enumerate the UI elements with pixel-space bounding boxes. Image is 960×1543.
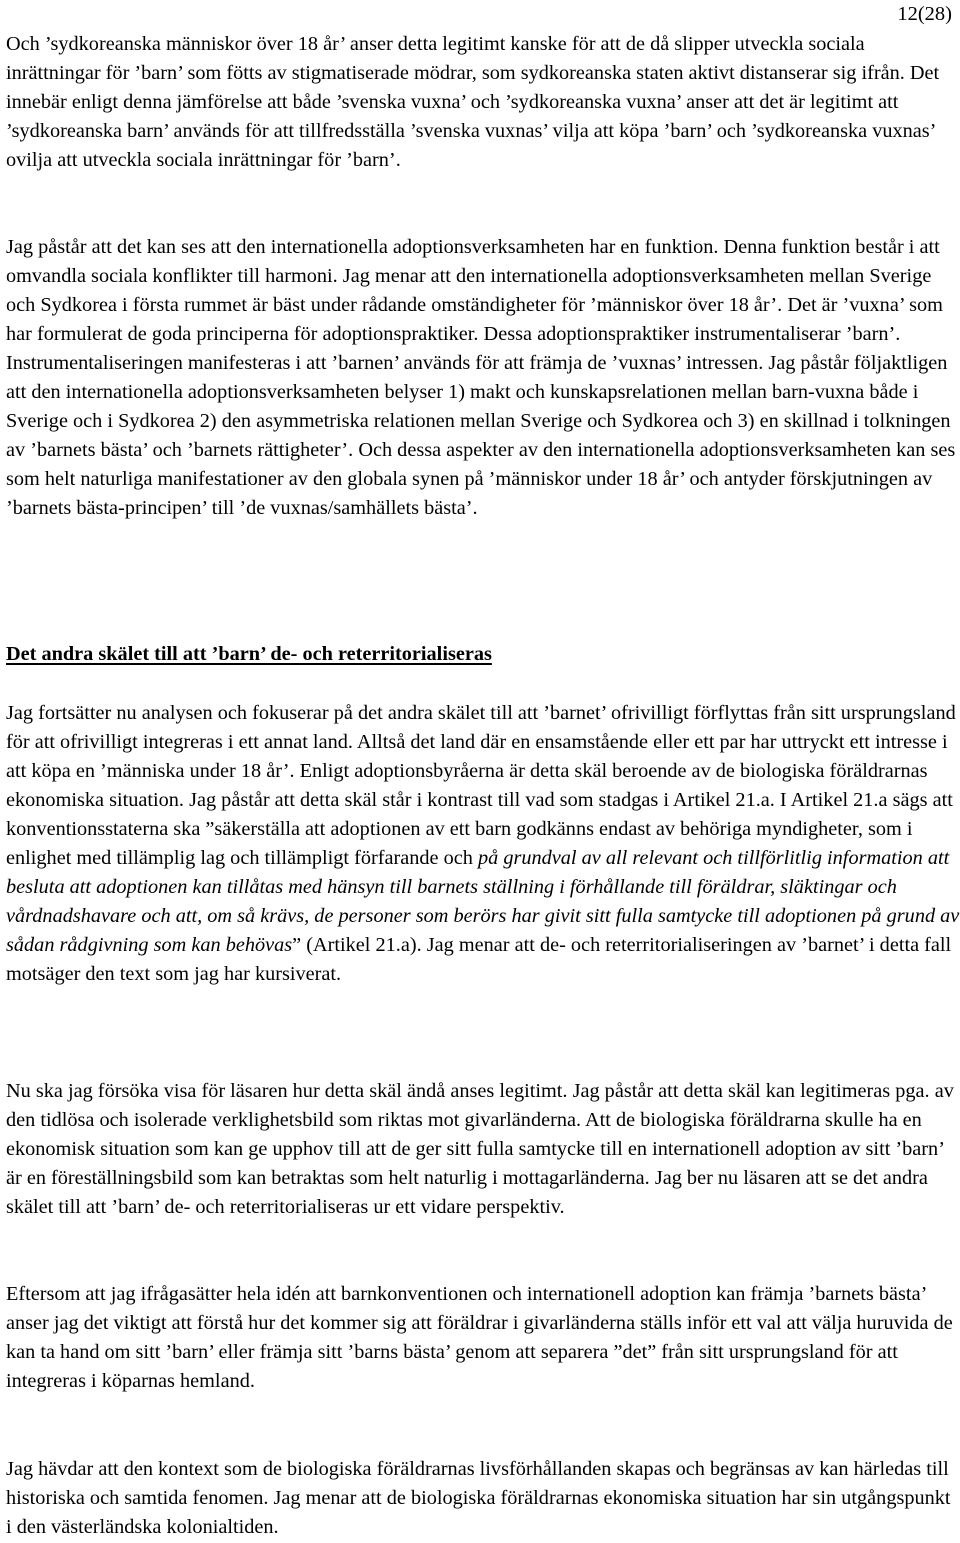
- paragraph-4: Nu ska jag försöka visa för läsaren hur detta skäl ändå anses legitimt. Jag påstår att detta skäl kan legitimeras pga. av den tidlösa och isolerade verklighetsbild som riktas mot givarländerna. Att de biologiska föräldrarna skulle ha en ekonomisk situation som kan ge upphov till att de ger sitt fulla samtycke till en internationell adoption av sitt ’barn’ är en föreställningsbild som kan betraktas som helt naturlig i mottagarländerna. Jag ber nu läsaren att se det andra skälet till att ’barn’ de- och reterritorialiseras ur ett vidare perspektiv.: [6, 1080, 954, 1218]
- section-heading: Det andra skälet till att ’barn’ de- och reterritorialiseras: [6, 643, 492, 665]
- paragraph-2: Jag påstår att det kan ses att den internationella adoptionsverksamheten har en funktion. Denna funktion består i att omvandla sociala konflikter till harmoni. Jag menar att den internationella adoptionsverksamheten mellan Sverige och Sydkorea i första rummet är bäst under rådande omständigheter för ’människor över 18 år’. Det är ’vuxna’ som har formulerat de goda principerna för adoptionspraktiker. Dessa adoptionspraktiker instrumentaliserar ’barn’. Instrumentaliseringen manifesteras i att ’barnen’ används för att främja de ’vuxnas’ intressen. Jag påstår följaktligen att den internationella adoptionsverksamheten belyser 1) makt och kunskapsrelationen mellan barn-vuxna både i Sverige och i Sydkorea 2) den asymmetriska relationen mellan Sverige och Sydkorea och 3) en skillnad i tolkningen av ’barnets bästa’ och ’barnets rättigheter’. Och dessa aspekter av den internationella adoptionsverksamheten kan ses som helt naturliga manifestationer av den globala synen på ’människor under 18 år’ och antyder förskjutningen av ’barnets bästa-principen’ till ’de vuxnas/samhällets bästa’.: [6, 236, 956, 519]
- paragraph-3: [6, 699, 960, 989]
- paragraph-6: Jag hävdar att den kontext som de biologiska föräldrarnas livsförhållanden skapas och begränsas av kan härledas till historiska och samtida fenomen. Jag menar att de biologiska föräldrarnas ekonomiska situation har sin utgångspunkt i den västerländska kolonialtiden.: [6, 1458, 951, 1538]
- paragraph-5: Eftersom att jag ifrågasätter hela idén att barnkonventionen och internationell adoption kan främja ’barnets bästa’ anser jag det viktigt att förstå hur det kommer sig att föräldrar i givarländerna ställs inför ett val att välja huruvida de kan ta hand om sitt ’barn’ eller främja sitt ’barns bästa’ genom att separera ”det” från sitt ursprungsland för att integreras i köparnas hemland.: [6, 1283, 953, 1392]
- paragraph-3-text-before: Jag fortsätter nu analysen och fokuserar på det andra skälet till att ’barnet’ ofrivilligt förflyttas från sitt ursprungsland för att ofrivilligt integreras i ett annat land. Alltså det land där en ensamstående eller ett par har uttryckt ett intresse i att köpa en ’människa under 18 år’. Enligt adoptionsbyråerna är detta skäl beroende av de biologiska föräldrarnas ekonomiska situation. Jag påstår att detta skäl står i kontrast till vad som stadgas i Artikel 21.a. I Artikel 21.a sägs att konventionsstaterna ska ”säkerställa att adoptionen av ett barn godkänns endast av behöriga myndigheter, som i enlighet med tillämplig lag och tillämpligt förfarande och: [6, 702, 956, 869]
- page-number: 12(28): [897, 3, 952, 25]
- paragraph-1: Och ’sydkoreanska människor över 18 år’ anser detta legitimt kanske för att de då slipper utveckla sociala inrättningar för ’barn’ som fötts av stigmatiserade mödrar, som sydkoreanska staten aktivt distanserar sig ifrån. Det innebär enligt denna jämförelse att både ’svenska vuxna’ och ’sydkoreanska vuxna’ anser att det är legitimt att ’sydkoreanska barn’ används för att tillfredsställa ’svenska vuxnas’ vilja att köpa ’barn’ och ’sydkoreanska vuxnas’ ovilja att utveckla sociala inrättningar för ’barn’.: [6, 33, 940, 171]
- paragraph-3-italic-quote: på grundval av all relevant och tillförlitlig information att besluta att adoptionen kan tillåtas med hänsyn till barnets ställning i förhållande till föräldrar, släktingar och vårdnadshavare och att, om så krävs, de personer som berörs har givit sitt fulla samtycke till adoptionen på grund av sådan rådgivning som kan behövas: [6, 847, 960, 956]
- paragraph-3-text-after: ” (Artikel 21.a). Jag menar att de- och reterritorialiseringen av ’barnet’ i detta fall motsäger den text som jag har kursiverat.: [6, 934, 952, 985]
